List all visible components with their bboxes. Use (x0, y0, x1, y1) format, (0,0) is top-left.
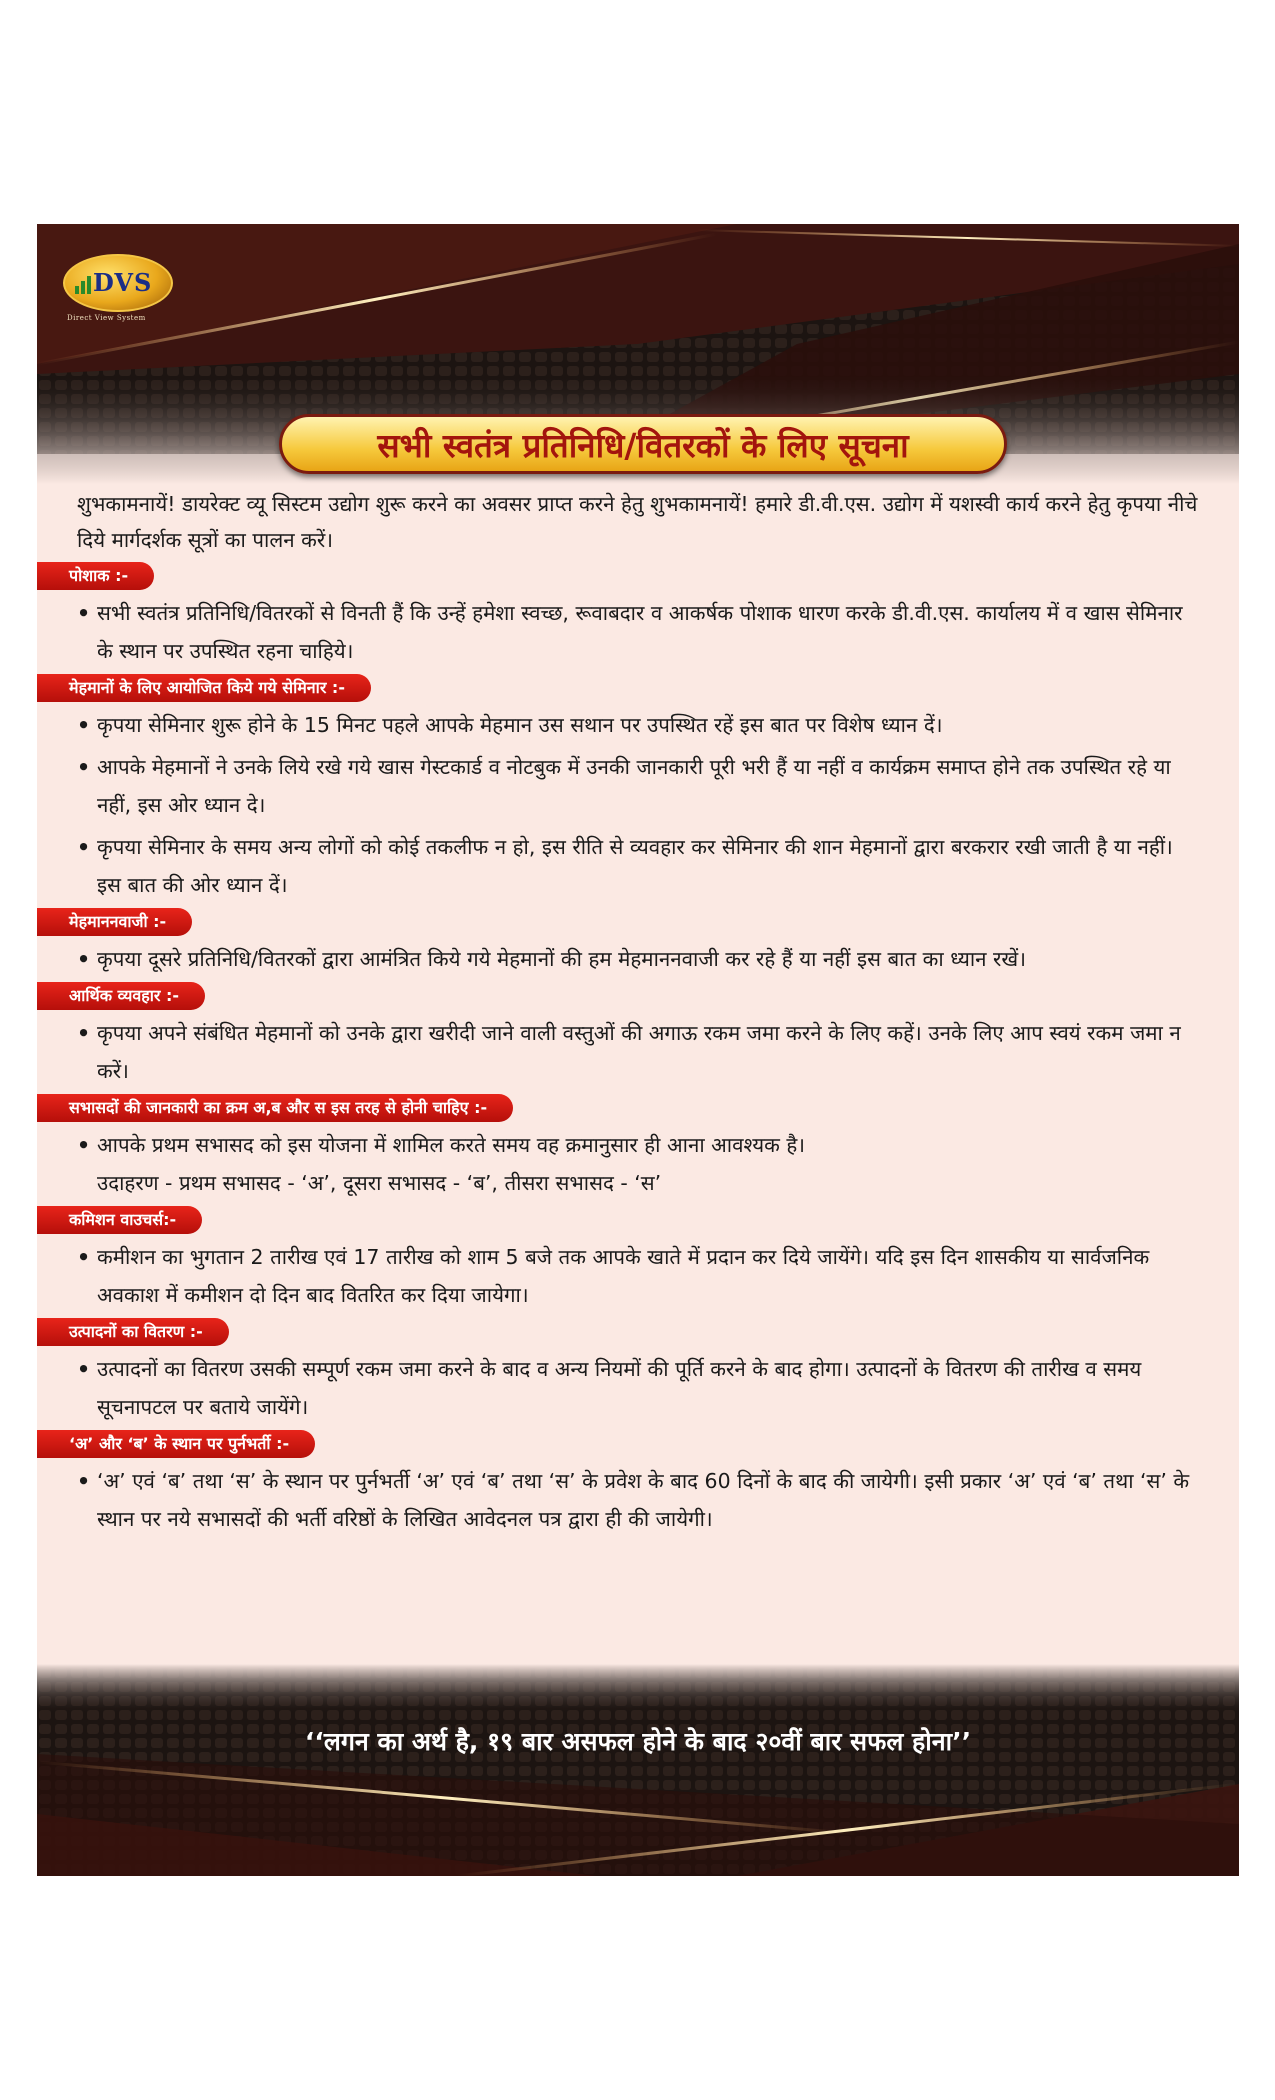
section-label: आर्थिक व्यवहार :- (37, 982, 205, 1010)
section-member-order (37, 1094, 1239, 1202)
notice-content (37, 486, 1239, 1538)
intro-text: शुभकामनायें! डायरेक्ट व्यू सिस्टम उद्योग शुरू करने का अवसर प्राप्त करने हेतु शुभकामनायें! हमारे डी.वी.एस. उद्योग में यशस्वी कार्य करने हेतु कृपया नीचे दिये मार्गदर्शक सूत्रों का पालन करें। (77, 492, 1198, 552)
section-distribution (37, 1318, 1239, 1426)
list-item: • कृपया दूसरे प्रतिनिधि/वितरकों द्वारा आमंत्रित किये गये मेहमानों की हम मेहमाननवाजी कर रहे हैं या नहीं इस बात का ध्यान रखें। (77, 940, 1203, 978)
list-item: • कृपया अपने संबंधित मेहमानों को उनके द्वारा खरीदी जाने वाली वस्तुओं की अगाऊ रकम जमा करने के लिए कहें। उनके लिए आप स्वयं रकम जमा न करें। (77, 1014, 1203, 1090)
footer-quote: ‘‘लगन का अर्थ है, १९ बार असफल होने के बाद २०वीं बार सफल होना’’ (304, 1727, 972, 1756)
list-item: • सभी स्वतंत्र प्रतिनिधि/वितरकों से विनती हैं कि उन्हें हमेशा स्वच्छ, रूवाबदार व आकर्षक पोशाक धारण करके डी.वी.एस. कार्यालय में व खास सेमिनार के स्थान पर उपस्थित रहना चाहिये। (77, 594, 1203, 670)
section-label: पोशाक :- (37, 562, 154, 590)
title-banner (279, 414, 1007, 474)
section-commission (37, 1206, 1239, 1314)
list-item: • कमीशन का भुगतान 2 तारीख एवं 17 तारीख को शाम 5 बजे तक आपके खाते में प्रदान कर दिये जायेंगे। यदि इस दिन शासकीय या सार्वजनिक अवकाश में कमीशन दो दिन बाद वितरित कर दिया जायेगा। (77, 1238, 1203, 1314)
logo-text: DVS (93, 268, 153, 297)
notice-poster (37, 224, 1239, 1876)
section-label: सभासदों की जानकारी का क्रम अ,ब और स इस तरह से होनी चाहिए :- (37, 1094, 513, 1122)
list-item: • कृपया सेमिनार शुरू होने के 15 मिनट पहले आपके मेहमान उस सथान पर उपस्थित रहें इस बात पर विशेष ध्यान दें। (77, 706, 1203, 744)
section-financial (37, 982, 1239, 1090)
dvs-logo (63, 254, 193, 324)
section-dress (37, 562, 1239, 670)
section-label: ‘अ’ और ‘ब’ के स्थान पर पुर्नभर्ती :- (37, 1430, 315, 1458)
section-seminar (37, 674, 1239, 904)
list-item: • आपके प्रथम सभासद को इस योजना में शामिल करते समय वह क्रमानुसार ही आना आवश्यक है। (77, 1126, 1203, 1164)
list-item: • आपके मेहमानों ने उनके लिये रखे गये खास गेस्टकार्ड व नोटबुक में उनकी जानकारी पूरी भरी हैं या नहीं व कार्यक्रम समाप्त होने तक उपस्थित रहे या नहीं, इस ओर ध्यान दे। (77, 748, 1203, 824)
page-title: सभी स्वतंत्र प्रतिनिधि/वितरकों के लिए सूचना (377, 425, 909, 465)
section-label: कमिशन वाउचर्स:- (37, 1206, 202, 1234)
section-label: मेहमानों के लिए आयोजित किये गये सेमिनार :- (37, 674, 371, 702)
list-item: • उत्पादनों का वितरण उसकी सम्पूर्ण रकम जमा करने के बाद व अन्य नियमों की पूर्ति करने के बाद होगा। उत्पादनों के वितरण की तारीख व समय सूचनापटल पर बताये जायेंगे। (77, 1350, 1203, 1426)
section-label: उत्पादनों का वितरण :- (37, 1318, 229, 1346)
example-text: उदाहरण - प्रथम सभासद - ‘अ’, दूसरा सभासद - ‘ब’, तीसरा सभासद - ‘स’ (97, 1171, 662, 1195)
list-item: • कृपया सेमिनार के समय अन्य लोगों को कोई तकलीफ न हो, इस रीति से व्यवहार कर सेमिनार की शान मेहमानों द्वारा बरकरार रखी जाती है या नहीं। इस बात की ओर ध्यान दें। (77, 828, 1203, 904)
logo-subtitle: Direct View System (67, 314, 146, 322)
section-label: मेहमाननवाजी :- (37, 908, 192, 936)
list-item: • ‘अ’ एवं ‘ब’ तथा ‘स’ के स्थान पर पुर्नभर्ती ‘अ’ एवं ‘ब’ तथा ‘स’ के प्रवेश के बाद 60 दिनों के बाद की जायेगी। इसी प्रकार ‘अ’ एवं ‘ब’ तथा ‘स’ के स्थान पर नये सभासदों की भर्ती वरिष्ठों के लिखित आवेदनल पत्र द्वारा ही की जायेगी। (77, 1462, 1203, 1538)
section-replacement (37, 1430, 1239, 1538)
section-hospitality (37, 908, 1239, 978)
